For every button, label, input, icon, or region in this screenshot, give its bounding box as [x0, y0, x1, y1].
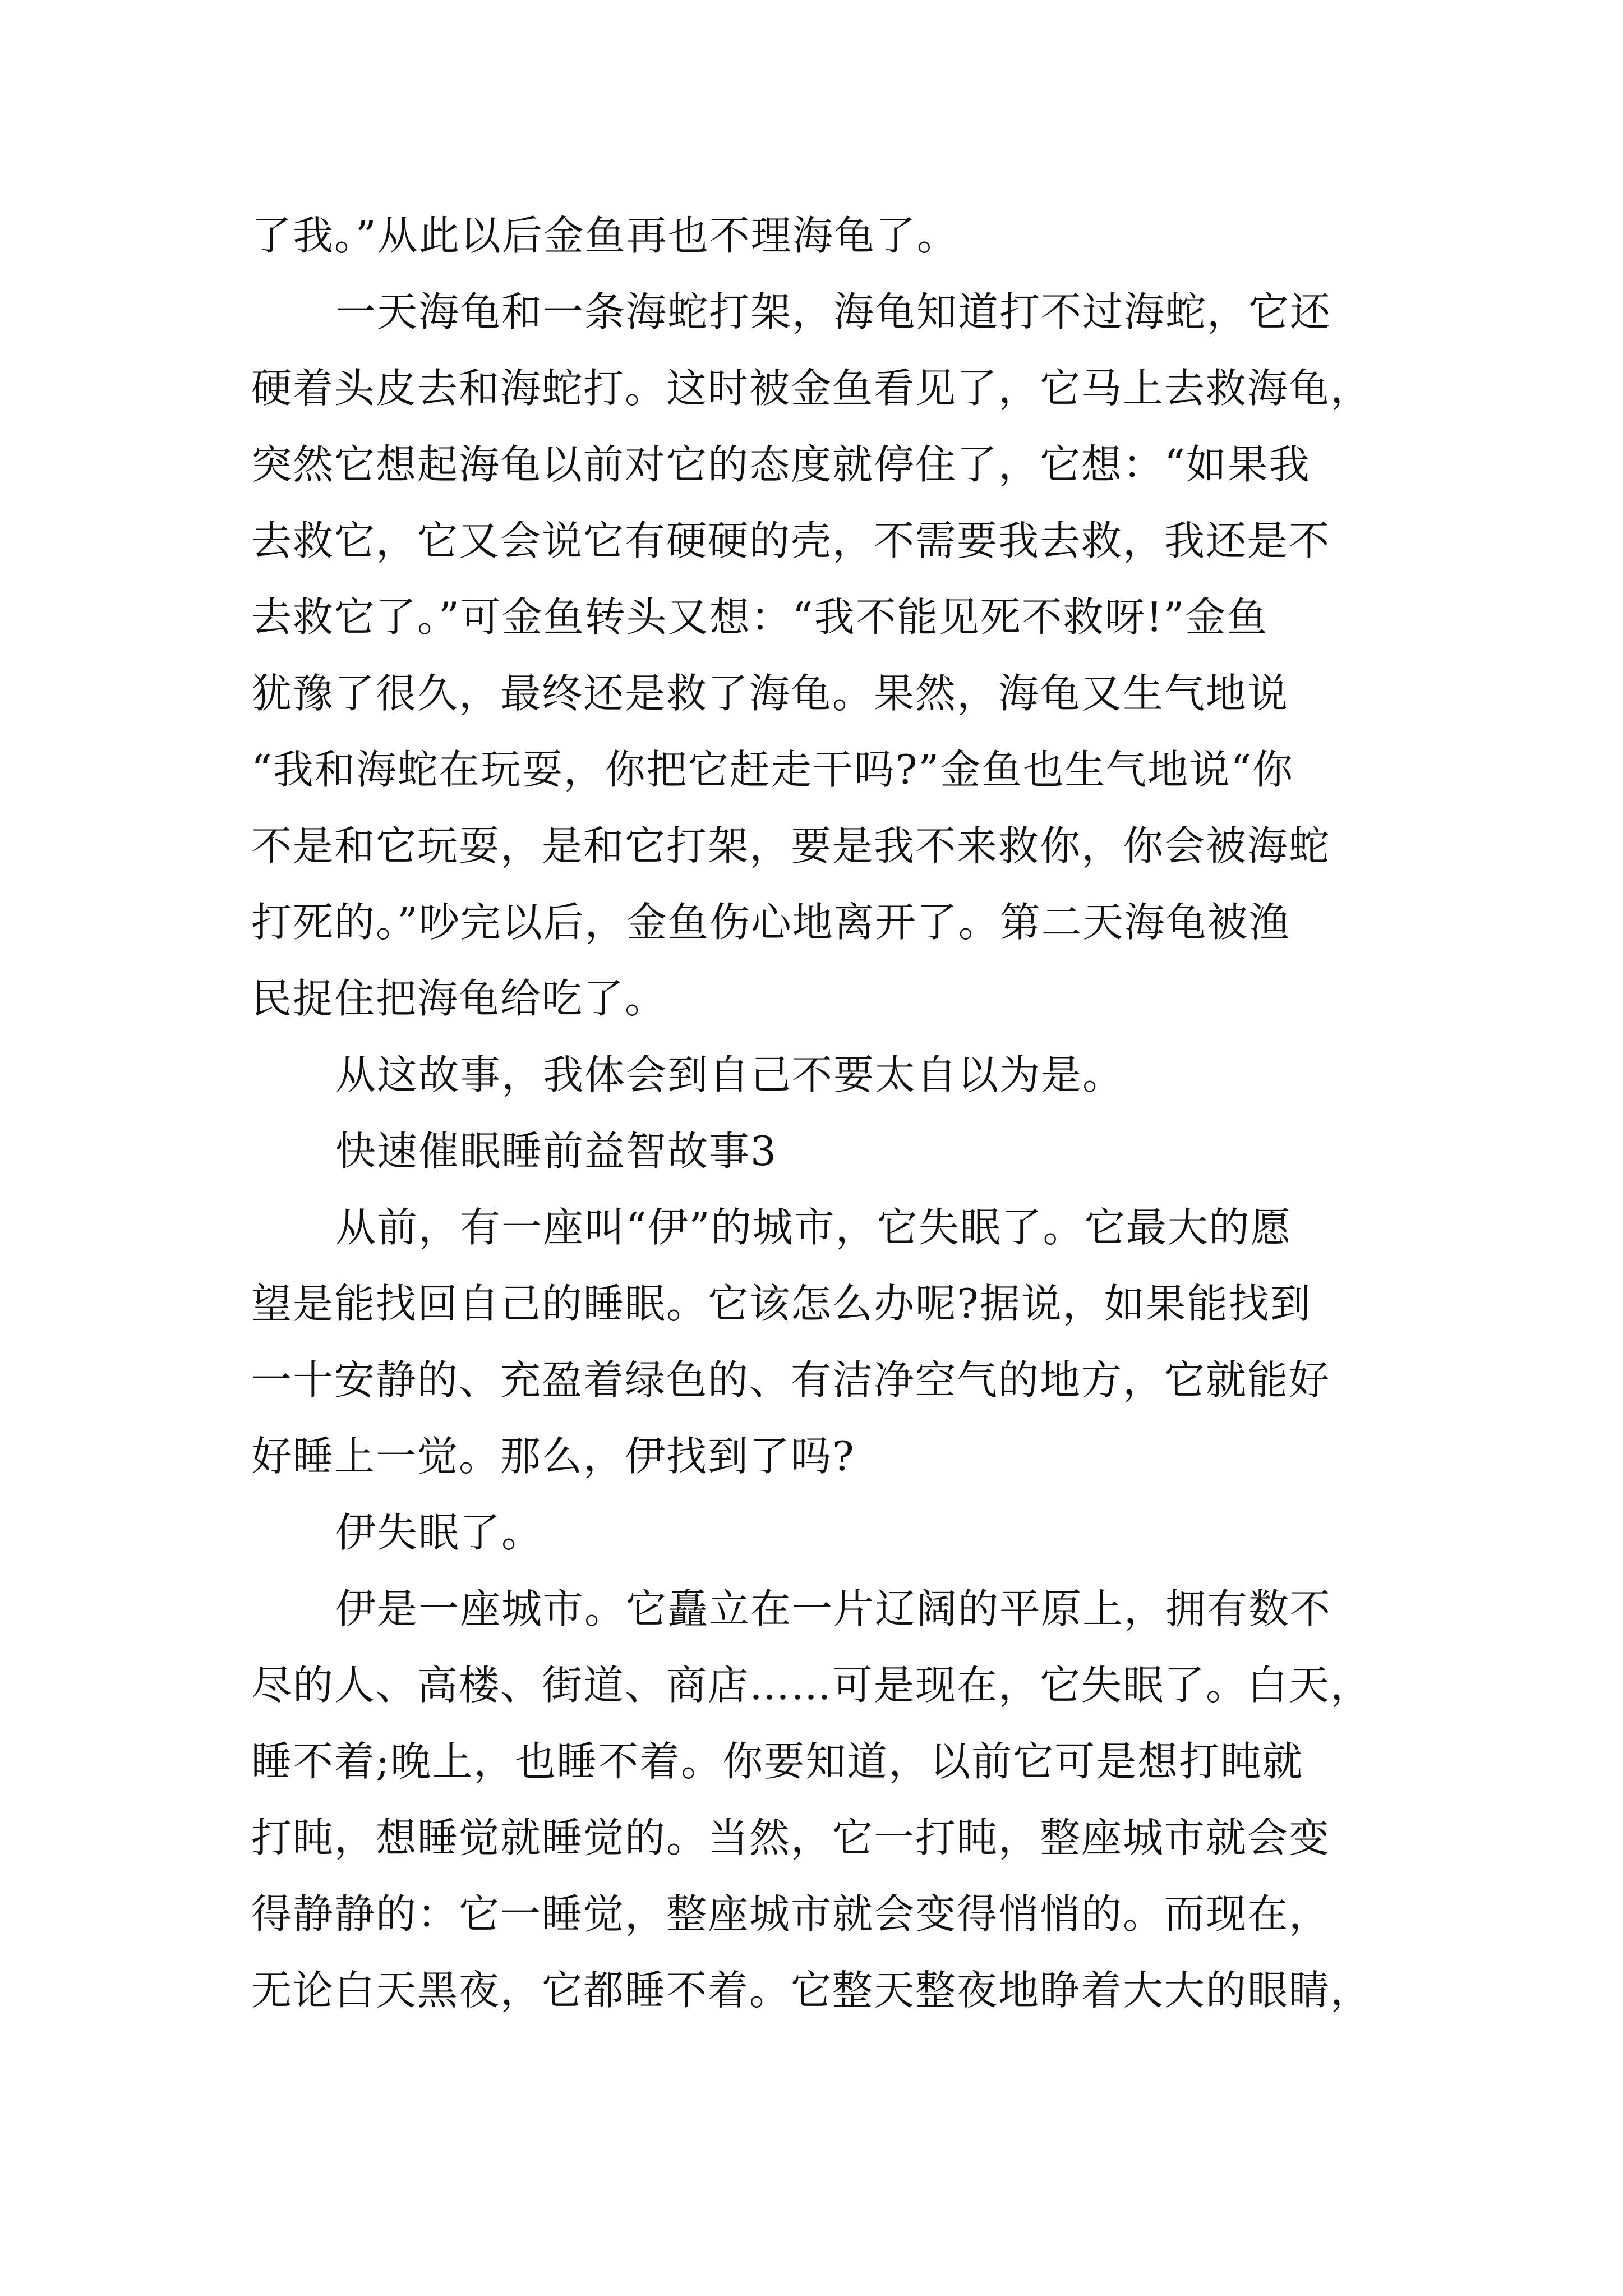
text-line: 不是和它玩耍，是和它打架，要是我不来救你，你会被海蛇 — [251, 822, 1331, 869]
story-text — [251, 197, 1373, 2028]
text-line: 望是能找回自己的睡眠。它该怎么办呢?据说，如果能找到 — [251, 1280, 1312, 1327]
text-line: 一天海龟和一条海蛇打架，海龟知道打不过海蛇，它还 — [335, 288, 1332, 335]
text-line: 无论白天黑夜，它都睡不着。它整天整夜地睁着大大的眼睛， — [251, 1967, 1372, 2014]
text-line: 民捉住把海龟给吃了。 — [251, 975, 667, 1022]
text-line: 一十安静的、充盈着绿色的、有洁净空气的地方，它就能好 — [251, 1356, 1331, 1404]
text-line: 打死的。”吵完以后，金鱼伤心地离开了。第二天海龟被渔 — [251, 899, 1290, 946]
text-line: 从这故事，我体会到自己不要太自以为是。 — [335, 1051, 1124, 1098]
text-line: 伊是一座城市。它矗立在一片辽阔的平原上，拥有数不 — [335, 1585, 1332, 1632]
text-line: 犹豫了很久，最终还是救了海龟。果然，海龟又生气地说 — [251, 670, 1289, 717]
section-heading: 快速催眠睡前益智故事3 — [335, 1128, 777, 1175]
text-line: 突然它想起海龟以前对它的态度就停住了，它想：“如果我 — [251, 441, 1311, 488]
text-line: 好睡上一觉。那么，伊找到了吗? — [251, 1433, 855, 1480]
text-line: 去救它了。”可金鱼转头又想：“我不能见死不救呀!”金鱼 — [251, 593, 1269, 641]
text-line: 伊失眠了。 — [335, 1509, 543, 1556]
text-line: 尽的人、高楼、街道、商店……可是现在，它失眠了。白天， — [251, 1662, 1372, 1709]
text-line: 打盹，想睡觉就睡觉的。当然，它一打盹，整座城市就会变 — [251, 1814, 1331, 1861]
text-line: “我和海蛇在玩耍，你把它赶走干吗?”金鱼也生气地说“你 — [251, 746, 1294, 793]
text-line: 睡不着;晚上，也睡不着。你要知道，以前它可是想打盹就 — [251, 1738, 1304, 1785]
text-line: 了我。”从此以后金鱼再也不理海龟了。 — [251, 212, 958, 259]
text-line: 去救它，它又会说它有硬硬的壳，不需要我去救，我还是不 — [251, 517, 1331, 564]
text-line: 从前，有一座叫“伊”的城市，它失眠了。它最大的愿 — [335, 1204, 1292, 1251]
text-line: 得静静的：它一睡觉，整座城市就会变得悄悄的。而现在， — [251, 1890, 1331, 1938]
text-line: 硬着头皮去和海蛇打。这时被金鱼看见了，它马上去救海龟， — [251, 365, 1372, 412]
